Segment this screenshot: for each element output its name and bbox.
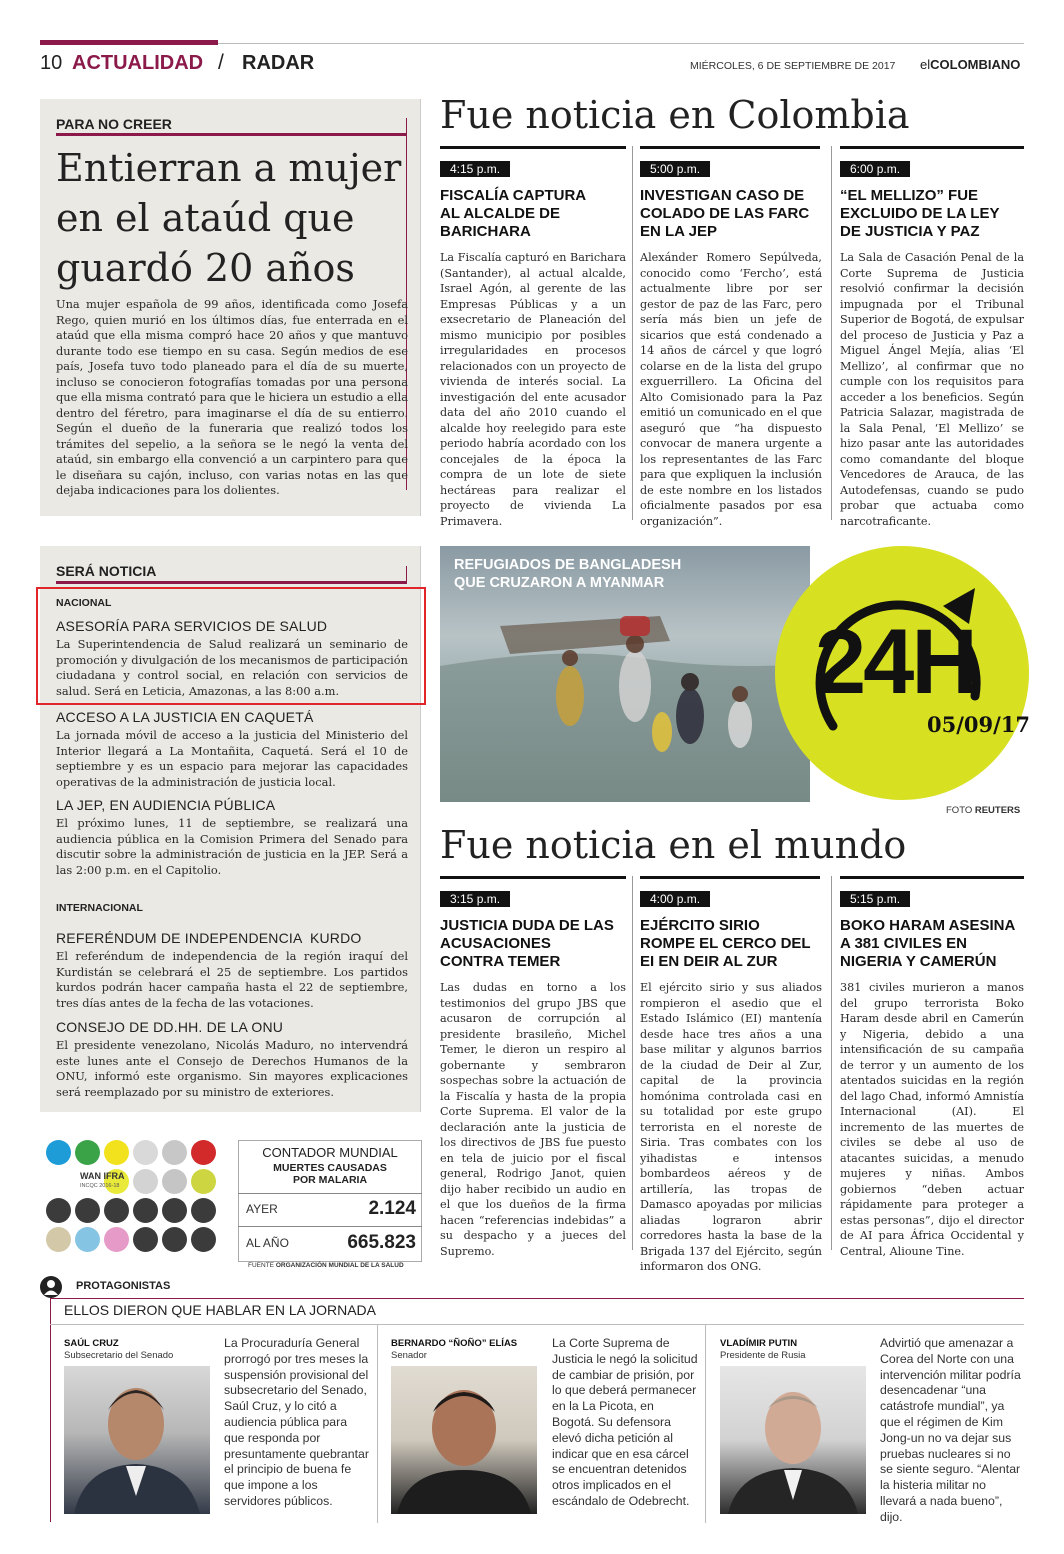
color-swatch [162,1198,187,1223]
credit-source: REUTERS [974,805,1021,816]
item-body: La jornada móvil de acceso a la justicia del Ministerio del Interior llegará a La Montañita, Caquetá. Será el 10 de septiembre y es un espacio para mejorar las capacidades operativas de la administración de justicia local. [56,728,408,789]
subtitle-line: POR MALARIA [292,1174,368,1186]
headline-line: EJÉRCITO SIRIO [640,917,760,934]
headline-line: ROMPE EL CERCO DEL [640,935,811,952]
news-body: La Sala de Casación Penal de la Corte Suprema de Justicia resolvió confirmar la decisión impugnada por el Tribunal Superior de Bogotá, de expulsar del proceso de Justicia y Paz a Miguel Ángel Mejía, alias ‘El Mellizo’, al confirmar que no cumple con los requisitos para acceder a los beneficios. Según Patricia Salazar, magistrada de la Sala Penal, ‘El Mellizo’ se hizo pasar ante las autoridades como comandante del bloque Vencedores de Arauca, de las Autodefensas, cuando se pudo probar que actuaba como narcotraficante. [840,251,1024,528]
section-name: ACTUALIDAD [72,52,204,74]
kicker-rule [56,581,406,584]
headline-line: FISCALÍA CAPTURA [440,187,587,204]
contador-row-anio [246,1231,416,1255]
color-swatch [75,1198,100,1223]
color-swatch [191,1169,216,1194]
headline-line: EXCLUIDO DE LA LEY [840,205,1000,222]
headline-line: AL ALCALDE DE [440,205,560,222]
24h-date: 05/09/17 [927,712,1031,737]
caption-line: REFUGIADOS DE BANGLADESH [454,557,682,573]
headline-line: CONTRA TEMER [440,953,561,970]
protagonistas-subtitle: ELLOS DIERON QUE HABLAR EN LA JORNADA [64,1302,376,1318]
color-swatch [104,1227,129,1252]
protagonist-photo [391,1366,537,1514]
wan-ifra-logo: WAN IFRA [80,1171,125,1181]
news-headline [440,187,626,241]
time-badge: 6:00 p.m. [840,161,910,177]
source-name: ORGANIZACIÓN MUNDIAL DE LA SALUD [275,1262,404,1269]
color-swatch [46,1140,71,1165]
sera-noticia-item [56,618,408,699]
color-swatch [162,1169,187,1194]
color-swatch [75,1227,100,1252]
color-swatch [133,1140,158,1165]
subtitle-line: MUERTES CAUSADAS [273,1162,387,1174]
color-swatch [191,1227,216,1252]
row-value: 665.823 [347,1232,416,1253]
protagonist-photo [64,1366,210,1514]
headline-line: guardó 20 años [56,246,355,290]
header-rule [218,43,1024,44]
headline-line: BOKO HARAM ASESINA [840,917,1016,934]
contador-source [248,1262,404,1269]
sera-noticia-item [56,797,408,878]
news-body: Las dudas en torno a los testimonios del grupo JBS que acusaron de corrupción al presidente brasileño, Michel Temer, le dieron un respiro al gobernante y sembraron sospechas sobre la actuación de la Fiscalía y hasta de la propia Corte Suprema. El valor de la declaración ante la justicia de los directivos de JBS fue puesto en tela de juicio por el fiscal general, Rodrigo Janot, quien dijo haber recibido un audio en el que los dueños de la firma hacen “referencias indebidas” a su despacho y a jueces del Supremo. [440,981,626,1258]
row-value: 2.124 [368,1198,416,1219]
mundo-item [840,888,1024,1259]
protagonist-text: La Corte Suprema de Justicia le negó la solicitud de cambiar de prisión, por lo que deberá permanecer en la La Picota, en Bogotá. Su defensora elevó dicha petición al indicar que en esa cárcel se encuentran detenidos otros implicados en el escándalo de Odebrecht. [552,1336,698,1508]
column-separator [831,876,832,1250]
para-no-creer-kicker: PARA NO CREER [56,116,172,132]
item-title: LA JEP, EN AUDIENCIA PÚBLICA [56,797,276,813]
headline-line: NIGERIA Y CAMERÚN [840,953,997,970]
photo-caption [454,556,681,592]
headline-line: “EL MELLIZO” FUE [840,187,979,204]
person-icon [40,1276,62,1298]
item-title: ASESORÍA PARA SERVICIOS DE SALUD [56,618,328,634]
mundo-item [440,888,626,1259]
mundo-title: Fue noticia en el mundo [440,823,907,867]
protagonistas-vertical-rule [50,1298,51,1522]
source-prefix: FUENTE [248,1262,274,1269]
column-top-rule [840,146,1024,149]
item-body: El referéndum de independencia de la región iraquí del Kurdistán se celebrará el 25 de septiembre. Los partidos kurdos podrán hacer campaña hasta el 22 de septiembre, tres días antes de la fecha de las votaciones. [56,949,408,1010]
kicker-rule [56,133,406,136]
caption-line: QUE CRUZARON A MYANMAR [454,575,665,591]
headline-line: JUSTICIA DUDA DE LAS [440,917,614,934]
headline-line: Entierran a mujer [56,146,402,190]
contador-subtitle [238,1162,422,1186]
headline-line: A 381 CIVILES EN [840,935,967,952]
colombia-title: Fue noticia en Colombia [440,93,910,137]
news-headline [640,187,822,241]
brand-prefix: el [920,57,931,72]
subsection-name: RADAR [242,52,315,74]
column-separator [377,1325,378,1523]
protagonist-role: Subsecretario del Senado [64,1350,174,1361]
row-label: AL AÑO [246,1236,289,1250]
item-body: El presidente venezolano, Nicolás Maduro, no intervendrá este lunes ante el Consejo de Derechos Humanos de la ONU, informó este organismo. Sin mayores explicaciones será reemplazado por su ministro de exteriores. [56,1038,408,1099]
credit-prefix: FOTO [946,805,973,816]
press-color-bar [44,1138,224,1258]
protagonist-role: Senador [391,1350,427,1361]
mundo-item [640,888,822,1275]
internacional-label: INTERNACIONAL [56,902,143,914]
sera-noticia-kicker: SERÁ NOTICIA [56,563,157,579]
color-swatch [133,1198,158,1223]
color-swatch [133,1227,158,1252]
item-title: ACCESO A LA JUSTICIA EN CAQUETÁ [56,709,314,725]
page-number: 10 [40,52,63,74]
colombia-item [640,158,822,529]
column-top-rule [640,876,820,879]
item-body: La Superintendencia de Salud realizará un seminario de promoción y divulgación de los mecanismos de participación ciudadana y control social, en relación con servicios de salud. Será en Leticia, Amazonas, a las 8:00 a.m. [56,637,408,698]
sera-noticia-item [56,930,408,1011]
protagonist-text: Advirtió que amenazar a Corea del Norte con una intervención militar podría desencadenar “una catástrofe mundial”, ya que el régimen de Kim Jong-un no va dejar sus pruebas nucleares si no se siente seguro. “Alentar la histeria militar no llevará a nada bueno”, dijo. [880,1336,1021,1524]
section-separator: / [218,51,224,74]
headline-line: EN LA JEP [640,223,717,240]
divider [50,1324,1024,1325]
news-headline [440,917,626,971]
item-title: CONSEJO DE DD.HH. DE LA ONU [56,1019,284,1035]
protagonist-name: BERNARDO “ÑOÑO” ELÍAS [391,1338,518,1349]
time-badge: 3:15 p.m. [440,891,510,907]
row-label: AYER [246,1202,278,1216]
header-accent-bar [40,40,218,45]
protagonist-text: La Procuraduría General prorrogó por tres meses la suspensión provisional del subsecretario del Senado, Saúl Cruz, y lo citó a audiencia pública para que responda por presuntamente quebrantar el principio de buena fe que impone a los servidores públicos. [224,1336,369,1508]
column-separator [831,146,832,520]
news-body: Alexánder Romero Sepúlveda, conocido como ‘Fercho’, está actualmente libre por ser gestor de paz de las Farc, pero sería más bien un jefe de sicarios que está condenado a 14 años de cárcel y que logró colarse en de la lista del grupo exguerrillero. La Oficina del Alto Comisionado para la Paz emitió un comunicado en el que aseguró que “ha dispuesto convocar de manera urgente a los representantes de las Farc para que expliquen la inclusión de este nombre en los listados oficialmente pasados por esa organización”. [640,251,822,528]
color-swatch [104,1140,129,1165]
news-body: La Fiscalía capturó en Barichara (Santander), al actual alcalde, Israel Agón, al gerente de las Empresas Públicas y a un exsecretario de Planeación del mismo municipio por posibles irregularidades en procesos relacionados con un proyecto de vivienda de interés social. La investigación del ente acusador data del año 2010 cuando el alcalde hoy reelegido para este periodo habría acordado con los concejales de la época la compra de un lote de siete hectáreas para realizar el proyecto de vivienda La Primavera. [440,251,626,528]
headline-line: COLADO DE LAS FARC [640,205,810,222]
column-separator [705,1325,706,1523]
photo-credit [946,805,1020,816]
headline-line: INVESTIGAN CASO DE [640,187,805,204]
wan-ifra-sub: INCQC 2016-18 [80,1183,120,1189]
brand-name: COLOMBIANO [930,57,1021,72]
nacional-label: NACIONAL [56,597,112,609]
time-badge: 5:15 p.m. [840,891,910,907]
color-swatch [75,1140,100,1165]
para-no-creer-headline [56,143,416,293]
protagonistas-kicker: PROTAGONISTAS [76,1280,171,1292]
item-title: REFERÉNDUM DE INDEPENDENCIA KURDO [56,930,362,946]
headline-line: BARICHARA [440,223,531,240]
news-body: El ejército sirio y sus aliados rompieron el asedio que el Estado Islámico (EI) mantenía desde hace tres años a una base militar y algunos barrios de la ciudad de Deir al Zur, capital de la provincia homónima controlada casi en su totalidad por este grupo terrorista en el noreste de Siria. Tras combates con los yihadistas e intensos bombardeos aéreos y de artillería, las tropas de Damasco apoyadas por milicias aliadas lograron abrir corredores hasta la base de la Brigada 137 del Ejército, según informaron dos ONG. [640,981,822,1273]
para-no-creer-body: Una mujer española de 99 años, identificada como Josefa Rego, quien murió en los últimos días, fue enterrada en el ataúd que ella misma compró hace 20 años y que mantuvo durante todo ese tiempo en su casa. Según medios de ese país, Josefa tuvo todo planeado para el día de su muerte, incluso se conocieron fotografías tomadas por una persona que ella misma contrató para que le hiciera un estudio a ella dentro del féretro, para imaginarse el día de su entierro. Según el dueño de la funeraria que realizó todos los trámites del sepelio, a la señora se le negó la venta del ataúd, sin embargo ella convenció a un carpintero para que le diseñara su cajón, incluso, con varias notas en las que dejaba indicaciones para los dolientes. [56,297,408,497]
color-swatch [46,1198,71,1223]
news-body: 381 civiles murieron a manos del grupo terrorista Boko Haram desde abril en Camerún y Nigeria, debido a una intensificación de su campaña de terror y un aumento de los atentados suicidas en la región del lago Chad, informó Amnistía Internacional (AI). El incremento de las muertes de civiles se debe al uso de atacantes suicidas, a menudo mujeres y niñas. Ambos gobiernos “deben actuar rápidamente para proteger a estas personas”, dijo el director de AI para África Occidental y Central, Alioune Tine. [840,981,1024,1258]
contador-title: CONTADOR MUNDIAL [262,1145,398,1160]
headline-line: ACUSACIONES [440,935,551,952]
24h-text: 24H [815,611,975,713]
headline-line: DE JUSTICIA Y PAZ [840,223,980,240]
news-headline [840,187,1024,241]
protagonist-role: Presidente de Rusia [720,1350,806,1361]
color-swatch [162,1140,187,1165]
column-top-rule [440,876,626,879]
protagonist-photo [720,1366,866,1514]
sera-noticia-item [56,709,408,790]
time-badge: 4:00 p.m. [640,891,710,907]
color-swatch [46,1227,71,1252]
column-separator [632,146,633,520]
color-swatch [162,1227,187,1252]
header-date: MIÉRCOLES, 6 DE SEPTIEMBRE DE 2017 [690,60,896,72]
column-separator [632,876,633,1250]
contador-row-ayer [246,1197,416,1221]
headline-line: EI EN DEIR AL ZUR [640,953,778,970]
color-swatch [191,1198,216,1223]
news-headline [640,917,822,971]
sera-noticia-item [56,1019,408,1100]
headline-line: en el ataúd que [56,196,355,240]
divider [238,1226,422,1227]
column-top-rule [640,146,820,149]
colombia-item [840,158,1024,529]
protagonist-name: VLADÍMIR PUTIN [720,1338,798,1349]
time-badge: 5:00 p.m. [640,161,710,177]
brand-logo [920,57,1020,72]
protagonistas-rule [50,1298,1024,1299]
time-badge: 4:15 p.m. [440,161,510,177]
column-top-rule [840,876,1024,879]
divider [238,1193,422,1194]
color-swatch [191,1140,216,1165]
protagonist-name: SAÚL CRUZ [64,1338,119,1349]
column-top-rule [440,146,626,149]
news-headline [840,917,1024,971]
color-swatch [133,1169,158,1194]
colombia-item [440,158,626,529]
item-body: El próximo lunes, 11 de septiembre, se realizará una audiencia pública en la Comision Primera del Senado para discutir sobre la administración de justicia en la JEP. Será a las 2:00 p.m. en el Capitolio. [56,816,408,877]
kicker-vertical-rule [406,566,407,584]
color-swatch [104,1198,129,1223]
